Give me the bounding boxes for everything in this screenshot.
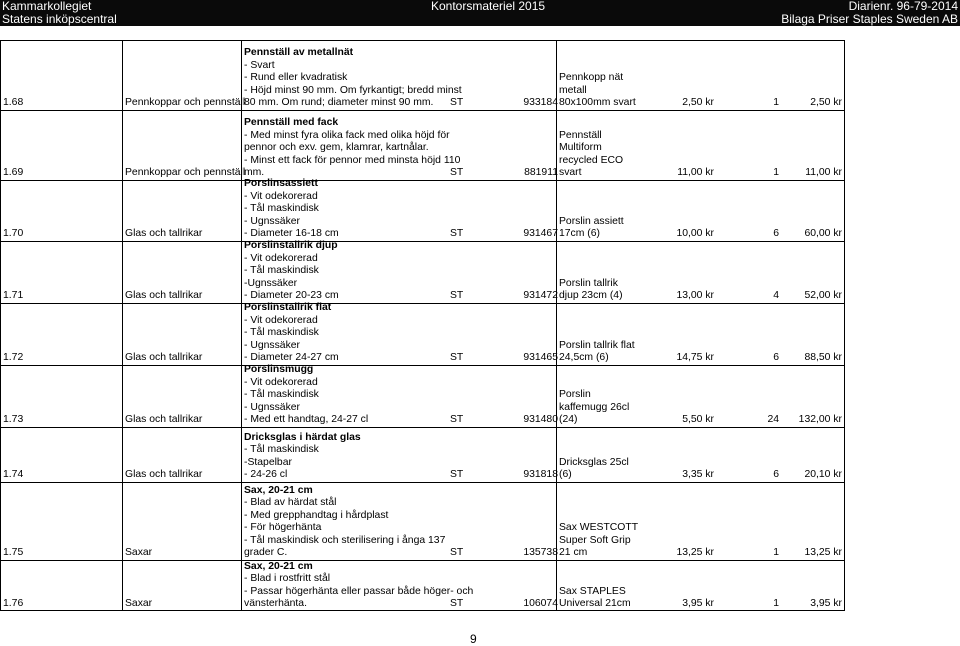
unit-price: 13,25 kr bbox=[676, 547, 714, 558]
item-description-line: - Med minst fyra olika fack med olika höjd för bbox=[244, 129, 450, 141]
item-description-line: - Med grepphandtag i hårdplast bbox=[244, 509, 389, 521]
item-description-title: Porslinsassiett bbox=[244, 178, 318, 189]
article-number: 933184 bbox=[523, 97, 558, 108]
total-price: 60,00 kr bbox=[804, 228, 842, 239]
article-number: 931472 bbox=[523, 290, 558, 301]
total-price: 132,00 kr bbox=[798, 414, 842, 425]
item-category: Glas och tallrikar bbox=[125, 290, 203, 301]
item-description-line: - Höjd minst 90 mm. Om fyrkantigt; bredd minst bbox=[244, 84, 462, 96]
price-table bbox=[0, 40, 845, 611]
item-description-title: Porslinstallrik djup bbox=[244, 240, 338, 251]
item-number: 1.72 bbox=[3, 352, 24, 363]
item-number: 1.75 bbox=[3, 547, 24, 558]
total-price: 11,00 kr bbox=[805, 167, 842, 178]
table-row bbox=[0, 560, 845, 611]
article-number: 881911 bbox=[524, 167, 558, 178]
item-description-line: vänsterhänta. bbox=[244, 598, 307, 609]
item-description-line: - Diameter 20-23 cm bbox=[244, 290, 339, 301]
quantity: 1 bbox=[773, 167, 779, 178]
item-description-line: - 24-26 cl bbox=[244, 469, 288, 480]
article-number: 106074 bbox=[523, 598, 558, 609]
product-name-line: (24) bbox=[559, 414, 578, 425]
item-description-line: - Rund eller kvadratisk bbox=[244, 72, 348, 83]
total-price: 52,00 kr bbox=[804, 290, 842, 301]
product-name-line: Porslin bbox=[559, 389, 591, 400]
unit-price: 2,50 kr bbox=[682, 97, 714, 108]
product-name-line: (6) bbox=[559, 469, 572, 480]
unit-price: 14,75 kr bbox=[676, 352, 714, 363]
article-number: 931818 bbox=[523, 469, 558, 480]
quantity: 6 bbox=[773, 469, 779, 480]
product-name-line: 21 cm bbox=[559, 547, 588, 558]
header-diarienr: Diarienr. 96-79-2014 bbox=[848, 0, 958, 13]
item-category: Glas och tallrikar bbox=[125, 352, 203, 363]
page-header bbox=[0, 0, 960, 26]
product-name-line: Super Soft Grip bbox=[559, 534, 631, 546]
item-description-line: -Stapelbar bbox=[244, 456, 292, 468]
item-category: Saxar bbox=[125, 598, 153, 609]
quantity: 1 bbox=[773, 97, 779, 108]
unit: ST bbox=[450, 228, 464, 239]
product-name-line: 17cm (6) bbox=[559, 228, 600, 239]
table-row bbox=[0, 482, 845, 560]
item-description-line: - Diameter 16-18 cm bbox=[244, 228, 339, 239]
item-description-line: - Tål maskindisk bbox=[244, 327, 319, 338]
total-price: 13,25 kr bbox=[804, 547, 842, 558]
item-category: Glas och tallrikar bbox=[125, 228, 203, 239]
item-description-line: - Vit odekorerad bbox=[244, 252, 318, 264]
article-number: 931467 bbox=[523, 228, 558, 239]
quantity: 6 bbox=[773, 352, 779, 363]
quantity: 1 bbox=[773, 547, 779, 558]
header-bilaga: Bilaga Priser Staples Sweden AB bbox=[781, 12, 958, 26]
table-row bbox=[0, 180, 845, 241]
item-number: 1.76 bbox=[3, 598, 24, 609]
product-name-line: Universal 21cm bbox=[559, 598, 631, 609]
item-description-line: -Ugnssäker bbox=[244, 277, 298, 289]
item-description-line: - För högerhänta bbox=[244, 522, 322, 533]
unit: ST bbox=[450, 547, 464, 558]
unit: ST bbox=[450, 97, 464, 108]
item-description-title: Sax, 20-21 cm bbox=[244, 484, 313, 496]
header-org: Kammarkollegiet bbox=[2, 0, 92, 13]
item-description-line: - Ugnssäker bbox=[244, 215, 301, 227]
unit: ST bbox=[450, 352, 464, 363]
article-number: 931480 bbox=[523, 414, 558, 425]
unit-price: 11,00 kr bbox=[677, 167, 714, 178]
item-description-line: - Svart bbox=[244, 59, 275, 71]
quantity: 1 bbox=[773, 598, 779, 609]
product-name-line: Multiform bbox=[559, 142, 602, 153]
table-row bbox=[0, 110, 845, 180]
item-description-line: 80 mm. Om rund; diameter minst 90 mm. bbox=[244, 97, 434, 108]
item-number: 1.70 bbox=[3, 228, 24, 239]
product-name-line: Pennkopp nät bbox=[559, 72, 624, 83]
item-description-line: grader C. bbox=[244, 547, 288, 558]
item-description-line: - Med ett handtag, 24-27 cl bbox=[244, 414, 369, 425]
product-name-line: Sax STAPLES bbox=[559, 585, 626, 597]
item-description-line: - Vit odekorerad bbox=[244, 376, 318, 388]
table-row bbox=[0, 241, 845, 303]
unit: ST bbox=[450, 290, 464, 301]
product-name-line: Porslin assiett bbox=[559, 215, 624, 227]
item-description-line: - Minst ett fack för pennor med minsta höjd 110 bbox=[244, 154, 461, 166]
product-name-line: recycled ECO bbox=[559, 154, 624, 166]
item-category: Pennkoppar och pennställ bbox=[125, 167, 246, 178]
item-description-line: - Blad i rostfritt stål bbox=[244, 573, 331, 584]
unit: ST bbox=[450, 469, 464, 480]
item-category: Glas och tallrikar bbox=[125, 414, 203, 425]
item-number: 1.68 bbox=[3, 97, 24, 108]
unit: ST bbox=[450, 598, 464, 609]
total-price: 88,50 kr bbox=[804, 352, 842, 363]
item-number: 1.73 bbox=[3, 414, 24, 425]
item-number: 1.69 bbox=[3, 167, 24, 178]
item-description-line: - Ugnssäker bbox=[244, 339, 301, 351]
item-description-title: Pennställ med fack bbox=[244, 117, 339, 128]
quantity: 24 bbox=[767, 414, 779, 425]
item-number: 1.74 bbox=[3, 469, 24, 480]
item-description-title: Porslinstallrik flat bbox=[244, 302, 332, 313]
table-row bbox=[0, 365, 845, 427]
product-name-line: Dricksglas 25cl bbox=[559, 456, 629, 468]
product-name-line: djup 23cm (4) bbox=[559, 290, 623, 301]
unit-price: 3,35 kr bbox=[682, 469, 714, 480]
item-description-line: - Tål maskindisk bbox=[244, 389, 319, 400]
item-description-line: - Vit odekorerad bbox=[244, 190, 318, 202]
item-description-line: - Vit odekorerad bbox=[244, 314, 318, 326]
unit-price: 3,95 kr bbox=[682, 598, 714, 609]
header-title: Kontorsmateriel 2015 bbox=[431, 0, 546, 13]
item-description-line: mm. bbox=[244, 167, 265, 178]
page-number: 9 bbox=[470, 632, 477, 646]
item-description-title: Sax, 20-21 cm bbox=[244, 560, 313, 572]
unit: ST bbox=[450, 414, 464, 425]
item-description-title: Dricksglas i härdat glas bbox=[244, 431, 361, 443]
item-description-line: - Tål maskindisk och sterilisering i ånga 137 bbox=[244, 534, 446, 546]
product-name-line: metall bbox=[559, 84, 587, 96]
table-row bbox=[0, 303, 845, 365]
table-row bbox=[0, 427, 845, 482]
unit: ST bbox=[450, 167, 464, 178]
product-name-line: Porslin tallrik flat bbox=[559, 339, 635, 351]
product-name-line: 24,5cm (6) bbox=[559, 352, 609, 363]
product-name-line: Pennställ bbox=[559, 129, 602, 141]
quantity: 6 bbox=[773, 228, 779, 239]
total-price: 20,10 kr bbox=[804, 469, 842, 480]
article-number: 135738 bbox=[523, 547, 558, 558]
product-name-line: kaffemugg 26cl bbox=[559, 401, 630, 413]
table-row bbox=[0, 40, 845, 110]
item-description-title: Porslinsmugg bbox=[244, 364, 314, 375]
item-description-line: - Ugnssäker bbox=[244, 401, 301, 413]
product-name-line: 80x100mm svart bbox=[559, 97, 636, 108]
item-description-line: - Diameter 24-27 cm bbox=[244, 352, 339, 363]
total-price: 2,50 kr bbox=[810, 97, 842, 108]
item-category: Pennkoppar och pennställ bbox=[125, 97, 246, 108]
product-name-line: svart bbox=[559, 167, 582, 178]
item-category: Glas och tallrikar bbox=[125, 469, 203, 480]
quantity: 4 bbox=[773, 290, 779, 301]
item-description-line: pennor och exv. gem, klamrar, kartnålar. bbox=[244, 142, 429, 153]
product-name-line: Sax WESTCOTT bbox=[559, 522, 639, 533]
product-name-line: Porslin tallrik bbox=[559, 277, 618, 289]
unit-price: 5,50 kr bbox=[682, 414, 714, 425]
item-category: Saxar bbox=[125, 547, 153, 558]
unit-price: 10,00 kr bbox=[676, 228, 714, 239]
item-description-line: - Tål maskindisk bbox=[244, 265, 319, 276]
item-description-line: - Passar högerhänta eller passar både höger- och bbox=[244, 585, 474, 597]
item-description-line: - Tål maskindisk bbox=[244, 203, 319, 214]
article-number: 931465 bbox=[523, 352, 558, 363]
item-description-line: - Tål maskindisk bbox=[244, 444, 319, 455]
header-suborg: Statens inköpscentral bbox=[2, 12, 117, 26]
item-description-title: Pennställ av metallnät bbox=[244, 47, 354, 58]
total-price: 3,95 kr bbox=[810, 598, 842, 609]
item-number: 1.71 bbox=[3, 290, 24, 301]
unit-price: 13,00 kr bbox=[676, 290, 714, 301]
item-description-line: - Blad av härdat stål bbox=[244, 497, 337, 508]
